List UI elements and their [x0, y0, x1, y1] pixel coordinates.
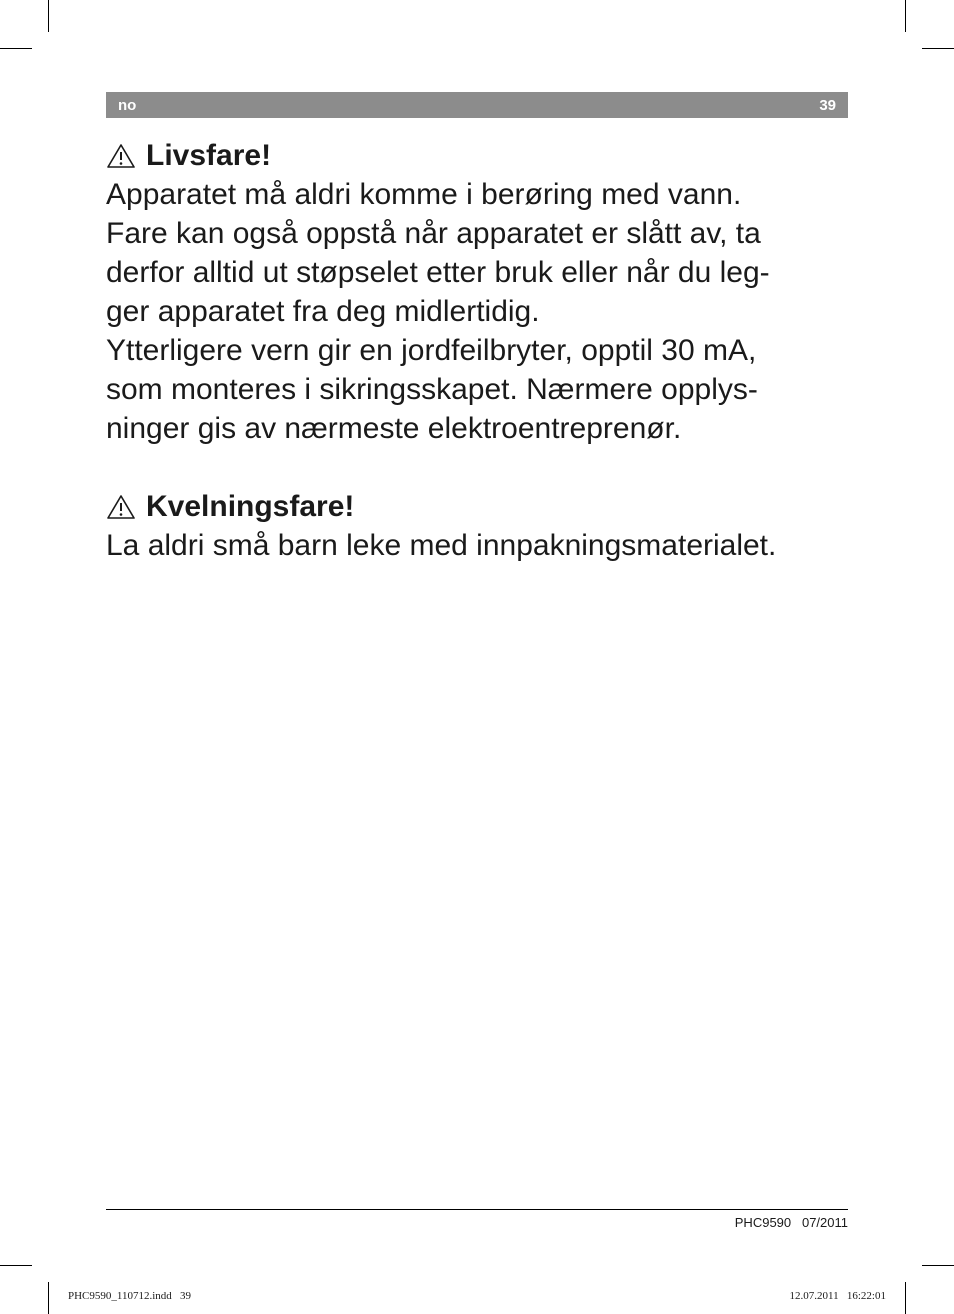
footer-rule [106, 1209, 848, 1210]
page-header-bar [106, 92, 848, 118]
page-number: 39 [819, 97, 836, 114]
section-heading [106, 136, 866, 175]
warning-triangle-icon [106, 143, 136, 169]
language-code: no [118, 97, 137, 114]
crop-mark [905, 1282, 906, 1314]
crop-mark [48, 1282, 49, 1314]
section-heading [106, 487, 866, 526]
crop-mark [0, 1265, 32, 1266]
crop-mark [922, 1265, 954, 1266]
section-heading-text: Kvelningsfare! [146, 490, 355, 523]
footer-model-date: PHC9590 07/2011 [734, 1215, 848, 1230]
paragraph: Ytterligere vern gir en jordfeilbryter, opptil 30 mA, som monteres i sikringsskapet. Nærmere opplys- ninger gis av nærmeste elektroentreprenør. [106, 334, 758, 445]
crop-mark [905, 0, 906, 32]
slug-timestamp: 12.07.2011 16:22:01 [789, 1290, 886, 1302]
page-content [106, 136, 866, 565]
paragraph: Apparatet må aldri komme i berøring med vann. Fare kan også oppstå når apparatet er slått av, ta derfor alltid ut støpselet etter bruk eller når du leg- ger apparatet fra deg midlertidig. [106, 178, 770, 328]
crop-mark [48, 0, 49, 32]
crop-mark [922, 48, 954, 49]
section-heading-text: Livsfare! [146, 139, 272, 172]
warning-triangle-icon [106, 494, 136, 520]
paragraph: La aldri små barn leke med innpakningsmaterialet. [106, 529, 777, 562]
crop-mark [0, 48, 32, 49]
slug-file-info: PHC9590_110712.indd 39 [68, 1290, 192, 1302]
